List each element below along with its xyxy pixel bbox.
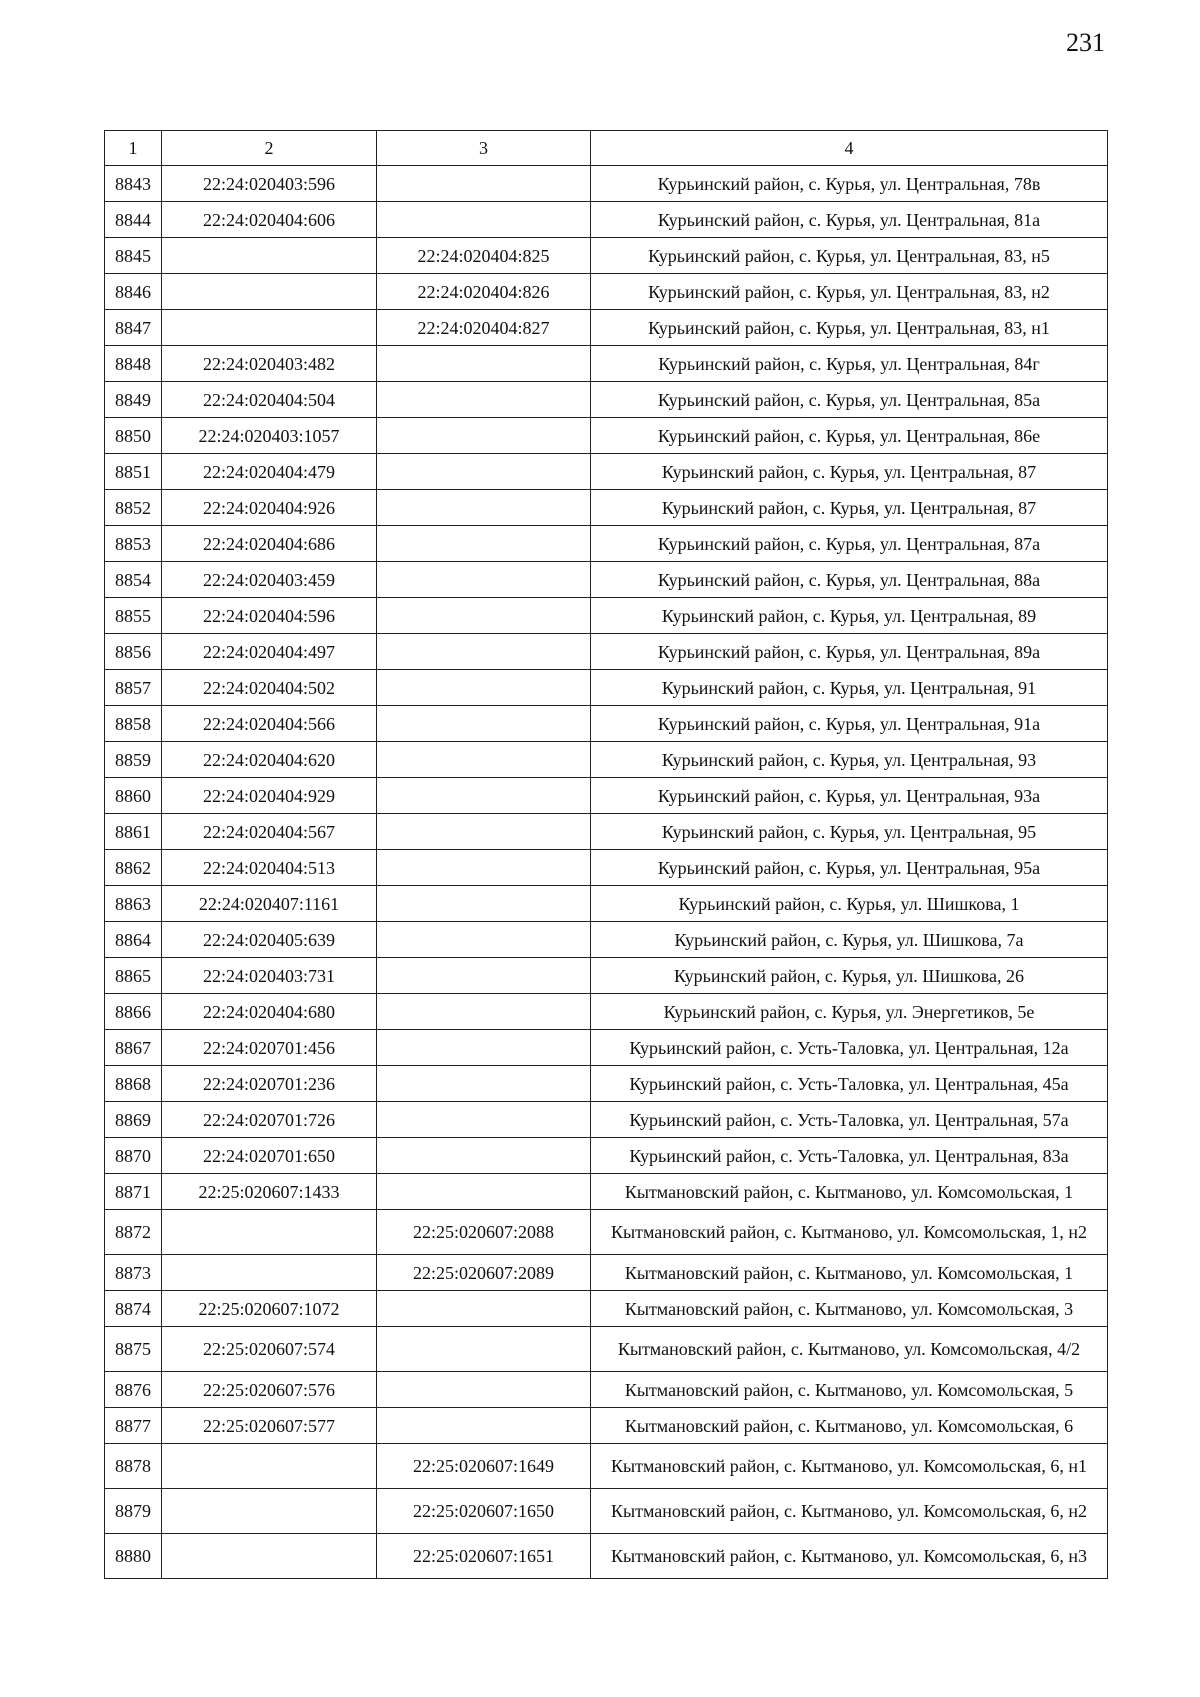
row-number-cell: 8850 — [105, 418, 162, 454]
object-number-cell — [377, 922, 591, 958]
object-number-cell — [377, 1066, 591, 1102]
row-number-cell: 8873 — [105, 1255, 162, 1291]
cadastral-number-cell — [162, 1534, 377, 1579]
header-col-1: 1 — [105, 131, 162, 166]
address-cell: Курьинский район, с. Курья, ул. Шишкова, 7а — [591, 922, 1108, 958]
table-row — [105, 958, 1108, 994]
row-number-cell: 8875 — [105, 1327, 162, 1372]
address-cell: Курьинский район, с. Курья, ул. Центральная, 95а — [591, 850, 1108, 886]
row-number-cell: 8868 — [105, 1066, 162, 1102]
cadastral-number-cell: 22:25:020607:1072 — [162, 1291, 377, 1327]
row-number-cell: 8844 — [105, 202, 162, 238]
table-row — [105, 1327, 1108, 1372]
row-number-cell: 8860 — [105, 778, 162, 814]
address-cell: Курьинский район, с. Курья, ул. Энергетиков, 5е — [591, 994, 1108, 1030]
object-number-cell — [377, 742, 591, 778]
table-row — [105, 382, 1108, 418]
cadastral-number-cell — [162, 1255, 377, 1291]
row-number-cell: 8855 — [105, 598, 162, 634]
table-row — [105, 1291, 1108, 1327]
table-row — [105, 1534, 1108, 1579]
object-number-cell — [377, 562, 591, 598]
cadastral-number-cell — [162, 1210, 377, 1255]
address-cell: Курьинский район, с. Курья, ул. Центральная, 83, н5 — [591, 238, 1108, 274]
cadastral-number-cell: 22:24:020403:459 — [162, 562, 377, 598]
cadastral-number-cell — [162, 238, 377, 274]
row-number-cell: 8845 — [105, 238, 162, 274]
row-number-cell: 8876 — [105, 1372, 162, 1408]
address-cell: Курьинский район, с. Курья, ул. Центральная, 78в — [591, 166, 1108, 202]
object-number-cell — [377, 418, 591, 454]
object-number-cell: 22:25:020607:2089 — [377, 1255, 591, 1291]
table-row — [105, 706, 1108, 742]
address-cell: Курьинский район, с. Курья, ул. Центральная, 89 — [591, 598, 1108, 634]
cadastral-number-cell: 22:24:020404:502 — [162, 670, 377, 706]
row-number-cell: 8849 — [105, 382, 162, 418]
row-number-cell: 8880 — [105, 1534, 162, 1579]
table-row — [105, 526, 1108, 562]
address-cell: Кытмановский район, с. Кытманово, ул. Комсомольская, 4/2 — [591, 1327, 1108, 1372]
address-cell: Курьинский район, с. Усть-Таловка, ул. Центральная, 12а — [591, 1030, 1108, 1066]
address-cell: Курьинский район, с. Усть-Таловка, ул. Центральная, 57а — [591, 1102, 1108, 1138]
address-cell: Кытмановский район, с. Кытманово, ул. Комсомольская, 1 — [591, 1174, 1108, 1210]
address-cell: Кытмановский район, с. Кытманово, ул. Комсомольская, 1, н2 — [591, 1210, 1108, 1255]
row-number-cell: 8867 — [105, 1030, 162, 1066]
object-number-cell — [377, 1030, 591, 1066]
address-cell: Курьинский район, с. Курья, ул. Центральная, 87 — [591, 490, 1108, 526]
table-row — [105, 1444, 1108, 1489]
table-row — [105, 922, 1108, 958]
object-number-cell — [377, 886, 591, 922]
object-number-cell — [377, 706, 591, 742]
table-row — [105, 886, 1108, 922]
table-row — [105, 670, 1108, 706]
address-cell: Кытмановский район, с. Кытманово, ул. Комсомольская, 1 — [591, 1255, 1108, 1291]
address-cell: Курьинский район, с. Курья, ул. Центральная, 83, н2 — [591, 274, 1108, 310]
cadastral-number-cell: 22:24:020404:606 — [162, 202, 377, 238]
header-row — [105, 131, 1108, 166]
header-col-2: 2 — [162, 131, 377, 166]
cadastral-number-cell — [162, 274, 377, 310]
object-number-cell — [377, 1291, 591, 1327]
address-cell: Кытмановский район, с. Кытманово, ул. Комсомольская, 3 — [591, 1291, 1108, 1327]
address-cell: Кытмановский район, с. Кытманово, ул. Комсомольская, 6 — [591, 1408, 1108, 1444]
object-number-cell — [377, 814, 591, 850]
object-number-cell — [377, 490, 591, 526]
cadastral-number-cell: 22:24:020701:456 — [162, 1030, 377, 1066]
object-number-cell — [377, 166, 591, 202]
row-number-cell: 8848 — [105, 346, 162, 382]
row-number-cell: 8854 — [105, 562, 162, 598]
address-cell: Курьинский район, с. Курья, ул. Центральная, 85а — [591, 382, 1108, 418]
table-row — [105, 634, 1108, 670]
row-number-cell: 8859 — [105, 742, 162, 778]
table-row — [105, 814, 1108, 850]
table-row — [105, 490, 1108, 526]
table-row — [105, 1102, 1108, 1138]
cadastral-number-cell: 22:24:020403:1057 — [162, 418, 377, 454]
object-number-cell — [377, 778, 591, 814]
address-cell: Курьинский район, с. Курья, ул. Центральная, 93а — [591, 778, 1108, 814]
address-cell: Курьинский район, с. Курья, ул. Центральная, 89а — [591, 634, 1108, 670]
address-cell: Кытмановский район, с. Кытманово, ул. Комсомольская, 5 — [591, 1372, 1108, 1408]
row-number-cell: 8862 — [105, 850, 162, 886]
cadastral-number-cell: 22:24:020404:567 — [162, 814, 377, 850]
row-number-cell: 8874 — [105, 1291, 162, 1327]
object-number-cell: 22:24:020404:825 — [377, 238, 591, 274]
row-number-cell: 8857 — [105, 670, 162, 706]
row-number-cell: 8866 — [105, 994, 162, 1030]
cadastral-number-cell: 22:24:020404:497 — [162, 634, 377, 670]
table-row — [105, 850, 1108, 886]
object-number-cell: 22:25:020607:1649 — [377, 1444, 591, 1489]
table-row — [105, 454, 1108, 490]
row-number-cell: 8847 — [105, 310, 162, 346]
row-number-cell: 8871 — [105, 1174, 162, 1210]
address-cell: Курьинский район, с. Курья, ул. Центральная, 93 — [591, 742, 1108, 778]
table-row — [105, 1066, 1108, 1102]
row-number-cell: 8870 — [105, 1138, 162, 1174]
table-row — [105, 1174, 1108, 1210]
address-cell: Курьинский район, с. Курья, ул. Центральная, 95 — [591, 814, 1108, 850]
cadastral-number-cell: 22:24:020404:686 — [162, 526, 377, 562]
address-cell: Курьинский район, с. Курья, ул. Центральная, 87 — [591, 454, 1108, 490]
cadastral-number-cell — [162, 310, 377, 346]
address-cell: Курьинский район, с. Курья, ул. Центральная, 91 — [591, 670, 1108, 706]
address-cell: Курьинский район, с. Курья, ул. Шишкова, 1 — [591, 886, 1108, 922]
table-body — [105, 166, 1108, 1579]
address-cell: Кытмановский район, с. Кытманово, ул. Комсомольская, 6, н2 — [591, 1489, 1108, 1534]
object-number-cell — [377, 1102, 591, 1138]
address-cell: Курьинский район, с. Усть-Таловка, ул. Центральная, 45а — [591, 1066, 1108, 1102]
object-number-cell — [377, 1138, 591, 1174]
header-col-3: 3 — [377, 131, 591, 166]
cadastral-number-cell: 22:25:020607:576 — [162, 1372, 377, 1408]
row-number-cell: 8858 — [105, 706, 162, 742]
table-row — [105, 310, 1108, 346]
table-row — [105, 994, 1108, 1030]
object-number-cell — [377, 598, 591, 634]
cadastral-number-cell: 22:24:020701:650 — [162, 1138, 377, 1174]
object-number-cell — [377, 1372, 591, 1408]
object-number-cell — [377, 670, 591, 706]
address-cell: Кытмановский район, с. Кытманово, ул. Комсомольская, 6, н3 — [591, 1534, 1108, 1579]
object-number-cell: 22:25:020607:1651 — [377, 1534, 591, 1579]
table-row — [105, 598, 1108, 634]
cadastral-number-cell: 22:24:020404:926 — [162, 490, 377, 526]
cadastral-number-cell: 22:25:020607:574 — [162, 1327, 377, 1372]
cadastral-number-cell: 22:25:020607:577 — [162, 1408, 377, 1444]
table-row — [105, 202, 1108, 238]
cadastral-number-cell: 22:24:020404:513 — [162, 850, 377, 886]
row-number-cell: 8852 — [105, 490, 162, 526]
address-cell: Курьинский район, с. Курья, ул. Центральная, 87а — [591, 526, 1108, 562]
cadastral-number-cell: 22:24:020404:479 — [162, 454, 377, 490]
object-number-cell: 22:24:020404:827 — [377, 310, 591, 346]
row-number-cell: 8869 — [105, 1102, 162, 1138]
table-row — [105, 166, 1108, 202]
row-number-cell: 8879 — [105, 1489, 162, 1534]
cadastral-number-cell: 22:24:020403:731 — [162, 958, 377, 994]
page-number: 231 — [1066, 28, 1105, 57]
object-number-cell — [377, 202, 591, 238]
address-cell: Курьинский район, с. Курья, ул. Центральная, 88а — [591, 562, 1108, 598]
row-number-cell: 8865 — [105, 958, 162, 994]
table-row — [105, 238, 1108, 274]
row-number-cell: 8878 — [105, 1444, 162, 1489]
row-number-cell: 8851 — [105, 454, 162, 490]
object-number-cell — [377, 454, 591, 490]
cadastral-number-cell: 22:24:020403:596 — [162, 166, 377, 202]
row-number-cell: 8863 — [105, 886, 162, 922]
cadastral-number-cell: 22:24:020701:236 — [162, 1066, 377, 1102]
address-cell: Курьинский район, с. Курья, ул. Центральная, 91а — [591, 706, 1108, 742]
row-number-cell: 8856 — [105, 634, 162, 670]
object-number-cell — [377, 994, 591, 1030]
object-number-cell — [377, 346, 591, 382]
cadastral-number-cell: 22:24:020701:726 — [162, 1102, 377, 1138]
table-row — [105, 1255, 1108, 1291]
cadastral-number-cell: 22:24:020407:1161 — [162, 886, 377, 922]
cadastral-number-cell: 22:24:020404:566 — [162, 706, 377, 742]
address-cell: Курьинский район, с. Курья, ул. Центральная, 86е — [591, 418, 1108, 454]
cadastral-number-cell: 22:24:020405:639 — [162, 922, 377, 958]
row-number-cell: 8872 — [105, 1210, 162, 1255]
table-row — [105, 562, 1108, 598]
cadastral-number-cell: 22:24:020404:620 — [162, 742, 377, 778]
cadastral-number-cell: 22:25:020607:1433 — [162, 1174, 377, 1210]
row-number-cell: 8843 — [105, 166, 162, 202]
header-col-4: 4 — [591, 131, 1108, 166]
object-number-cell — [377, 1327, 591, 1372]
table-row — [105, 418, 1108, 454]
cadastral-number-cell — [162, 1444, 377, 1489]
table-row — [105, 274, 1108, 310]
table-row — [105, 1408, 1108, 1444]
cadastral-number-cell: 22:24:020404:596 — [162, 598, 377, 634]
object-number-cell: 22:24:020404:826 — [377, 274, 591, 310]
address-cell: Курьинский район, с. Усть-Таловка, ул. Центральная, 83а — [591, 1138, 1108, 1174]
cadastral-number-cell: 22:24:020403:482 — [162, 346, 377, 382]
table-row — [105, 1372, 1108, 1408]
table-row — [105, 1489, 1108, 1534]
table-row — [105, 742, 1108, 778]
row-number-cell: 8864 — [105, 922, 162, 958]
address-cell: Курьинский район, с. Курья, ул. Центральная, 83, н1 — [591, 310, 1108, 346]
object-number-cell — [377, 526, 591, 562]
cadastral-number-cell: 22:24:020404:929 — [162, 778, 377, 814]
table-row — [105, 1138, 1108, 1174]
table-row — [105, 1210, 1108, 1255]
table-row — [105, 346, 1108, 382]
address-cell: Курьинский район, с. Курья, ул. Центральная, 84г — [591, 346, 1108, 382]
object-number-cell: 22:25:020607:2088 — [377, 1210, 591, 1255]
registry-table — [104, 130, 1108, 1579]
object-number-cell — [377, 1408, 591, 1444]
table-row — [105, 778, 1108, 814]
object-number-cell — [377, 850, 591, 886]
cadastral-number-cell — [162, 1489, 377, 1534]
object-number-cell — [377, 382, 591, 418]
object-number-cell — [377, 634, 591, 670]
row-number-cell: 8853 — [105, 526, 162, 562]
address-cell: Кытмановский район, с. Кытманово, ул. Комсомольская, 6, н1 — [591, 1444, 1108, 1489]
cadastral-number-cell: 22:24:020404:680 — [162, 994, 377, 1030]
row-number-cell: 8861 — [105, 814, 162, 850]
table-row — [105, 1030, 1108, 1066]
address-cell: Курьинский район, с. Курья, ул. Шишкова, 26 — [591, 958, 1108, 994]
cadastral-number-cell: 22:24:020404:504 — [162, 382, 377, 418]
row-number-cell: 8877 — [105, 1408, 162, 1444]
object-number-cell — [377, 958, 591, 994]
row-number-cell: 8846 — [105, 274, 162, 310]
object-number-cell: 22:25:020607:1650 — [377, 1489, 591, 1534]
object-number-cell — [377, 1174, 591, 1210]
address-cell: Курьинский район, с. Курья, ул. Центральная, 81а — [591, 202, 1108, 238]
